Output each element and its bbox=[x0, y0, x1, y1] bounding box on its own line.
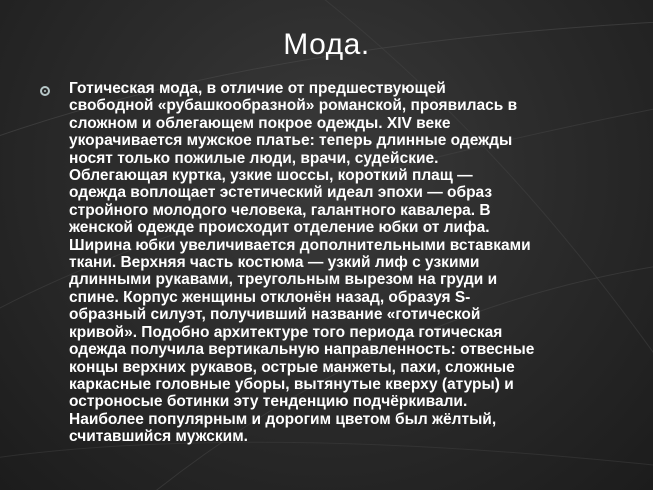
paragraph-line: ткани. Верхняя часть костюма — узкий лиф с узкими bbox=[69, 254, 480, 272]
paragraph-line: сложном и облегающем покрое одежды. XIV веке bbox=[69, 114, 451, 132]
paragraph bbox=[69, 80, 534, 446]
paragraph-line: Ширина юбки увеличивается дополнительными вставками bbox=[69, 236, 531, 254]
paragraph-line: образный силуэт, получивший название «готической bbox=[69, 306, 481, 324]
paragraph-line: Облегающая куртка, узкие шоссы, короткий плащ — bbox=[69, 167, 473, 185]
paragraph-line: спине. Корпус женщины отклонён назад, образуя S- bbox=[69, 288, 471, 306]
paragraph-line: свободной «рубашкообразной» романской, проявилась в bbox=[69, 97, 518, 115]
paragraph-line: носят только пожилые люди, врачи, судейские. bbox=[69, 149, 439, 167]
paragraph-line: одежда получила вертикальную направленность: отвесные bbox=[69, 341, 535, 359]
circle-bullet-icon bbox=[40, 86, 50, 96]
paragraph-line: концы верхних рукавов, острые манжеты, пахи, сложные bbox=[69, 358, 515, 376]
slide-title: Мода. bbox=[283, 28, 370, 61]
paragraph-line: женской одежде происходит отделение юбки от лифа. bbox=[69, 219, 490, 237]
paragraph-line: длинными рукавами, треугольным вырезом на груди и bbox=[69, 271, 498, 289]
paragraph-line: одежда воплощает эстетический идеал эпохи — образ bbox=[69, 184, 493, 202]
paragraph-line: считавшийся мужским. bbox=[69, 428, 248, 446]
paragraph-line: Готическая мода, в отличие от предшествующей bbox=[69, 80, 446, 97]
paragraph-line: Наиболее популярным и дорогим цветом был жёлтый, bbox=[69, 410, 497, 428]
paragraph-line: укорачивается мужское платье: теперь длинные одежды bbox=[69, 132, 513, 150]
paragraph-line: каркасные головные уборы, вытянутые кверху (атуры) и bbox=[69, 375, 514, 393]
paragraph-line: стройного молодого человека, галантного кавалера. В bbox=[69, 201, 491, 219]
paragraph-line: кривой». Подобно архитектуре того периода готическая bbox=[69, 323, 503, 341]
slide-body bbox=[40, 80, 600, 446]
paragraph-line: остроносые ботинки эту тенденцию подчёркивали. bbox=[69, 393, 468, 411]
